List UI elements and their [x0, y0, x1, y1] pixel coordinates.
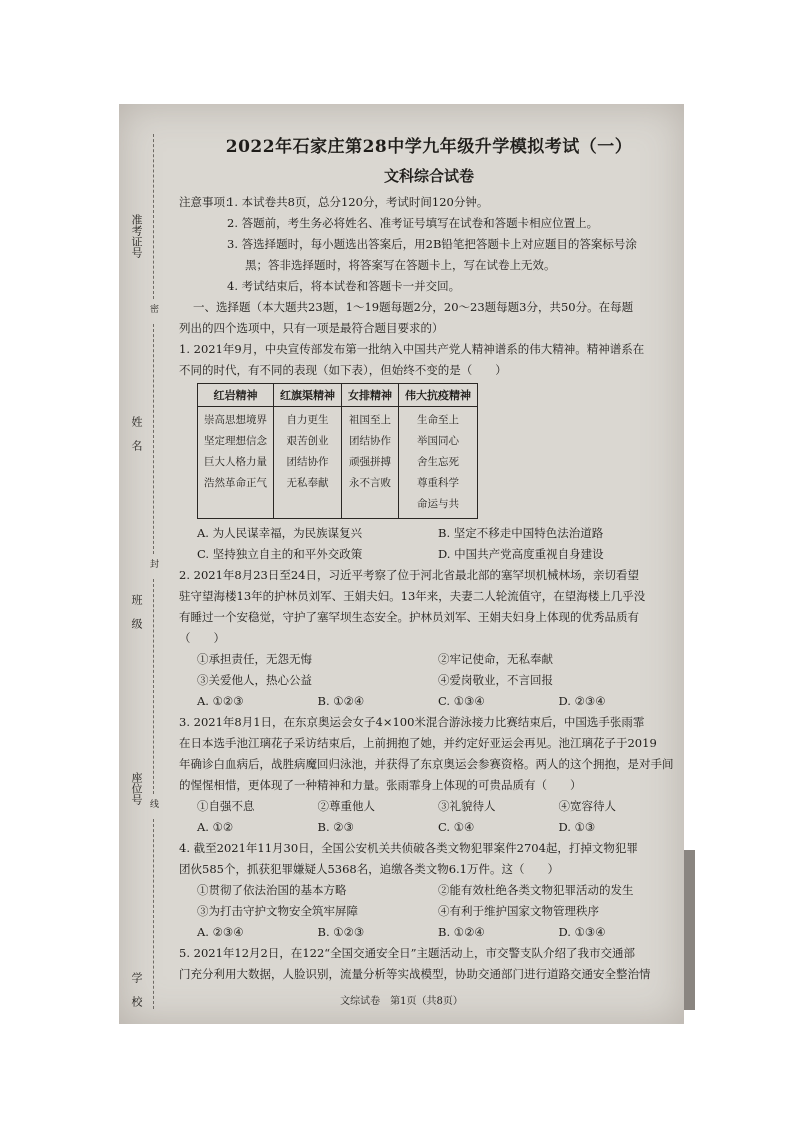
option-a: A. ②③④ [197, 925, 244, 939]
table-cell-line: 祖国至上 [349, 414, 391, 426]
section-instructions: 列出的四个选项中，只有一项是最符合题目要求的） [179, 321, 444, 335]
question-text: 驻守望海楼13年的护林员刘军、王娟夫妇。13年来，夫妻二人轮流值守，在望海楼上几乎没 [179, 589, 646, 603]
statement-item: ②尊重他人 [317, 799, 375, 813]
option-c: C. ①④ [438, 820, 475, 834]
option-b: B. 坚定不移走中国特色法治道路 [438, 526, 604, 540]
table-cell-line: 永不言败 [349, 477, 391, 489]
option-d: D. 中国共产党高度重视自身建设 [438, 547, 604, 561]
binding-line [153, 324, 154, 554]
statement-item: ①承担责任，无怨无悔 [197, 652, 312, 666]
question-1 [179, 339, 679, 565]
question-2 [179, 565, 679, 712]
question-5 [179, 943, 679, 985]
statements [179, 796, 679, 817]
note-item: 1. 本试卷共8页，总分120分，考试时间120分钟。 [227, 195, 489, 209]
binding-strip [119, 104, 169, 1024]
table-header: 红旗渠精神 [274, 384, 342, 407]
question-text: 1. 2021年9月，中央宣传部发布第一批纳入中国共产党人精神谱系的伟大精神。精神谱系在 [179, 342, 645, 356]
option-c: B. ①②④ [438, 925, 485, 939]
question-text: 团伙585个，抓获犯罪嫌疑人5368名，追缴各类文物6.1万件。这（ ） [179, 862, 560, 876]
statement-item: ④有利于维护国家文物管理秩序 [438, 904, 599, 918]
option-c: C. ①③④ [438, 694, 485, 708]
table-header: 红岩精神 [198, 384, 274, 407]
exam-id-label: 准考证号 [130, 214, 143, 258]
question-text: 的惺惺相惜，更体现了一种精神和力量。张雨霏身上体现的可贵品质有（ ） [179, 778, 582, 792]
statement-item: ③为打击守护文物安全筑牢屏障 [197, 904, 358, 918]
table-cell-line: 巨大人格力量 [204, 456, 267, 468]
option-a: A. 为人民谋幸福，为民族谋复兴 [197, 526, 363, 540]
question-text: 2. 2021年8月23日至24日，习近平考察了位于河北省最北部的塞罕坝机械林场，亲切看望 [179, 568, 639, 582]
statement-item: ②牢记使命，无私奉献 [438, 652, 553, 666]
question-text: 不同的时代，有不同的表现（如下表），但始终不变的是（ ） [179, 363, 507, 377]
option-b: B. ②③ [317, 820, 354, 834]
table-cell-line: 团结协作 [349, 435, 391, 447]
question-3 [179, 712, 679, 838]
seal-mark-2: 封 [148, 559, 158, 568]
binding-line [153, 819, 154, 1009]
section-heading: 一、选择题（本大题共23题，1～19题每题2分，20～23题每题3分，共50分。在每题 [193, 300, 634, 314]
table-cell-line: 坚定理想信念 [204, 435, 267, 447]
question-4 [179, 838, 679, 943]
table-cell-line: 崇高思想境界 [204, 414, 267, 426]
question-text: 有睡过一个安稳觉，守护了塞罕坝生态安全。护林员刘军、王娟夫妇身上体现的优秀品质有 [179, 610, 639, 624]
statements [179, 880, 679, 922]
option-c: C. 坚持独立自主的和平外交政策 [197, 547, 363, 561]
notes-section [179, 192, 679, 297]
note-item: 黑；答非选择题时，将答案写在答题卡上，写在试卷上无效。 [245, 258, 556, 272]
statement-item: ④宽容待人 [558, 799, 616, 813]
table-header: 女排精神 [342, 384, 399, 407]
statement-item: ①自强不息 [197, 799, 255, 813]
table-cell-line: 生命至上 [417, 414, 459, 426]
exam-subtitle: 文科综合试卷 [383, 167, 474, 185]
answer-options [179, 817, 679, 838]
note-item: 3. 答选择题时，每小题选出答案后，用2B铅笔把答题卡上对应题目的答案标号涂 [227, 237, 637, 251]
option-d: D. ①③ [558, 820, 596, 834]
question-text: 门充分利用大数据，人脸识别，流量分析等实战模型，协助交通部门进行道路交通安全整治情 [179, 967, 651, 981]
binding-line [153, 134, 154, 299]
question-text: 在日本选手池江璃花子采访结束后，上前拥抱了她，并约定好亚运会再见。池江璃花子于2019 [179, 736, 657, 750]
binding-line [153, 579, 154, 794]
statement-item: ①贯彻了依法治国的基本方略 [197, 883, 347, 897]
statement-item: ③礼貌待人 [438, 799, 496, 813]
option-b: B. ①②③ [317, 925, 365, 939]
name-label: 姓 名 [130, 416, 143, 451]
option-d: D. ①③④ [558, 925, 606, 939]
table-cell-line: 团结协作 [286, 456, 329, 468]
option-a: A. ①②③ [197, 694, 244, 708]
table-cell-line: 自力更生 [286, 414, 329, 426]
statements [179, 649, 679, 691]
question-text: 5. 2021年12月2日，在122“全国交通安全日”主题活动上，市交警支队介绍了我市交通部 [179, 946, 636, 960]
class-label: 班 级 [130, 594, 143, 629]
table-cell [342, 407, 399, 519]
table-header: 伟大抗疫精神 [399, 384, 478, 407]
table-cell-line: 艰苦创业 [286, 435, 329, 447]
exam-paper [119, 104, 684, 1024]
note-item: 4. 考试结束后，将本试卷和答题卡一并交回。 [227, 279, 461, 293]
table-cell-line: 舍生忘死 [417, 456, 459, 468]
table-cell-line: 尊重科学 [417, 477, 459, 489]
option-b: B. ①②④ [317, 694, 365, 708]
seal-mark-3: 线 [148, 799, 158, 808]
page-footer: 文综试卷 第1页（共8页） [340, 996, 463, 1007]
question-text: 3. 2021年8月1日，在东京奥运会女子4×100米混合游泳接力比赛结束后，中国选手张雨霏 [179, 715, 645, 729]
question-text: 年确诊白血病后，战胜病魔回归泳池，并获得了东京奥运会参赛资格。两人的这个拥抱，是对手间 [179, 757, 674, 771]
statement-item: ③关爱他人，热心公益 [197, 673, 312, 687]
table-cell-line: 无私奉献 [286, 477, 329, 489]
note-item: 2. 答题前，考生务必将姓名、准考证号填写在试卷和答题卡相应位置上。 [227, 216, 599, 230]
table-cell [198, 407, 274, 519]
exam-content [179, 132, 679, 985]
statement-item: ④爱岗敬业，不言回报 [438, 673, 553, 687]
table-cell [274, 407, 342, 519]
answer-options [179, 691, 679, 712]
question-text: （ ） [179, 631, 225, 645]
option-a: A. ①② [197, 820, 234, 834]
table-cell [399, 407, 478, 519]
spirit-table [197, 383, 478, 519]
question-text: 4. 截至2021年11月30日，全国公安机关共侦破各类文物犯罪案件2704起，打掉文物犯罪 [179, 841, 638, 855]
table-cell-line: 命运与共 [417, 498, 459, 510]
answer-options [179, 523, 679, 565]
seal-mark-1: 密 [148, 304, 158, 313]
school-label: 学 校 [130, 972, 143, 1007]
table-cell-line: 顽强拼搏 [349, 456, 391, 468]
seat-label: 座位号 [130, 772, 143, 805]
exam-title: 2022年石家庄第28中学九年级升学模拟考试（一） [225, 137, 633, 157]
table-cell-line: 浩然革命正气 [204, 477, 267, 489]
option-d: D. ②③④ [558, 694, 606, 708]
notes-heading: 注意事项： [179, 195, 237, 209]
statement-item: ②能有效杜绝各类文物犯罪活动的发生 [438, 883, 634, 897]
answer-options [179, 922, 679, 943]
table-cell-line: 举国同心 [417, 435, 459, 447]
